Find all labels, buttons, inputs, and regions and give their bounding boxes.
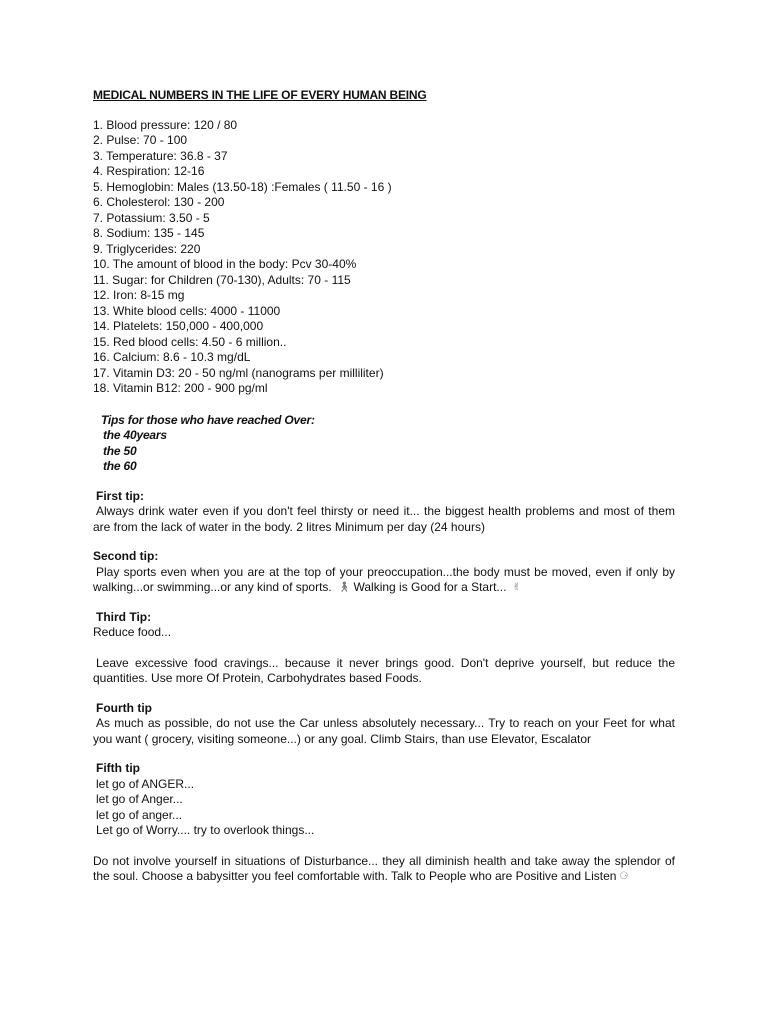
list-item: 13. White blood cells: 4000 - 11000 [93, 303, 281, 318]
tip-section-fifth [93, 761, 675, 885]
walking-person-icon: 🚶︎ [337, 582, 351, 594]
list-item: 8. Sodium: 135 - 145 [93, 226, 205, 240]
tips-age-item: the 50 [103, 443, 137, 458]
list-item: 4. Respiration: 12-16 [93, 164, 205, 178]
list-item: 3. Temperature: 36.8 - 37 [93, 148, 228, 163]
list-item: 5. Hemoglobin: Males (13.50-18) :Females ( 11.50 - 16 ) [93, 179, 392, 194]
list-item: 10. The amount of blood in the body: Pcv 30-40% [93, 257, 357, 271]
tip-title: Fifth tip [96, 761, 140, 776]
list-item: 7. Potassium: 3.50 - 5 [93, 210, 210, 225]
tip-section-second [93, 549, 675, 596]
tips-intro [101, 413, 675, 475]
tip-section-third [93, 610, 675, 687]
list-item: 18. Vitamin B12: 200 - 900 pg/ml [93, 381, 268, 395]
list-item: 11. Sugar: for Children (70-130), Adults: 70 - 115 [93, 272, 351, 287]
list-item: 2. Pulse: 70 - 100 [93, 133, 188, 147]
tip-title: Second tip: [93, 549, 159, 563]
tip-body [93, 854, 675, 885]
list-item: 12. Iron: 8-15 mg [93, 288, 185, 302]
tip-body: As much as possible, do not use the Car unless absolutely necessary... Try to reach on your Feet for what you want ( grocery, visiting someone...) or any goal. Climb Stairs, than use Elevator, Escalator [93, 716, 675, 746]
tip-section-first [93, 489, 675, 536]
medical-numbers-list [93, 118, 675, 397]
list-item: 6. Cholesterol: 130 - 200 [93, 195, 225, 209]
document-title: MEDICAL NUMBERS IN THE LIFE OF EVERY HUMAN BEING [93, 88, 427, 102]
document-page [93, 88, 675, 885]
tip-line: let go of anger... [96, 807, 183, 822]
list-item: 9. Triglycerides: 220 [93, 241, 201, 256]
list-item: 16. Calcium: 8.6 - 10.3 mg/dL [93, 350, 251, 364]
tip-title: First tip: [96, 488, 144, 503]
tip-body: Always drink water even if you don't feel thirsty or need it... the biggest health problems and most of them are from the lack of water in the body. 2 litres Minimum per day (24 hours) [93, 504, 675, 534]
tip-line: let go of Anger... [96, 792, 183, 807]
tip-body-text: Play sports even when you are at the top of your preoccupation...the body must be moved, even if only by walking...or swimming...or any kind of sports. [93, 564, 675, 594]
list-item: 17. Vitamin D3: 20 - 50 ng/ml (nanograms per milliliter) [93, 365, 384, 380]
tip-title: Third Tip: [96, 609, 152, 624]
tip-line: Let go of Worry.... try to overlook things... [96, 823, 315, 838]
tip-line: let go of ANGER... [96, 776, 195, 791]
tips-intro-heading: Tips for those who have reached Over: [101, 412, 315, 427]
list-item: 14. Platelets: 150,000 - 400,000 [93, 319, 264, 333]
tip-title: Fourth tip [96, 700, 152, 715]
tips-age-item: the 60 [103, 459, 137, 473]
tip-body-text: Do not involve yourself in situations of Disturbance... they all diminish health and take away the splendor of the soul. Choose a babysitter you feel comfortable with. Talk to People who are Positive and Listen [93, 853, 675, 884]
tip-section-fourth [93, 701, 675, 748]
list-item: 15. Red blood cells: 4.50 - 6 million.. [93, 334, 287, 349]
list-item: 1. Blood pressure: 120 / 80 [93, 117, 238, 132]
tip-body [93, 565, 675, 596]
tip-line: Reduce food... [93, 625, 172, 640]
tip-body: Leave excessive food cravings... because it never brings good. Don't deprive yourself, but reduce the quantities. Use more Of Protein, Carbohydrates based Foods. [93, 655, 675, 686]
tip-body-text: Walking is Good for a Start... [353, 580, 507, 594]
thumbs-up-icon: ✌︎ [512, 582, 521, 594]
tips-age-item: the 40years [103, 428, 167, 442]
ear-icon: ⚆ [619, 871, 629, 883]
